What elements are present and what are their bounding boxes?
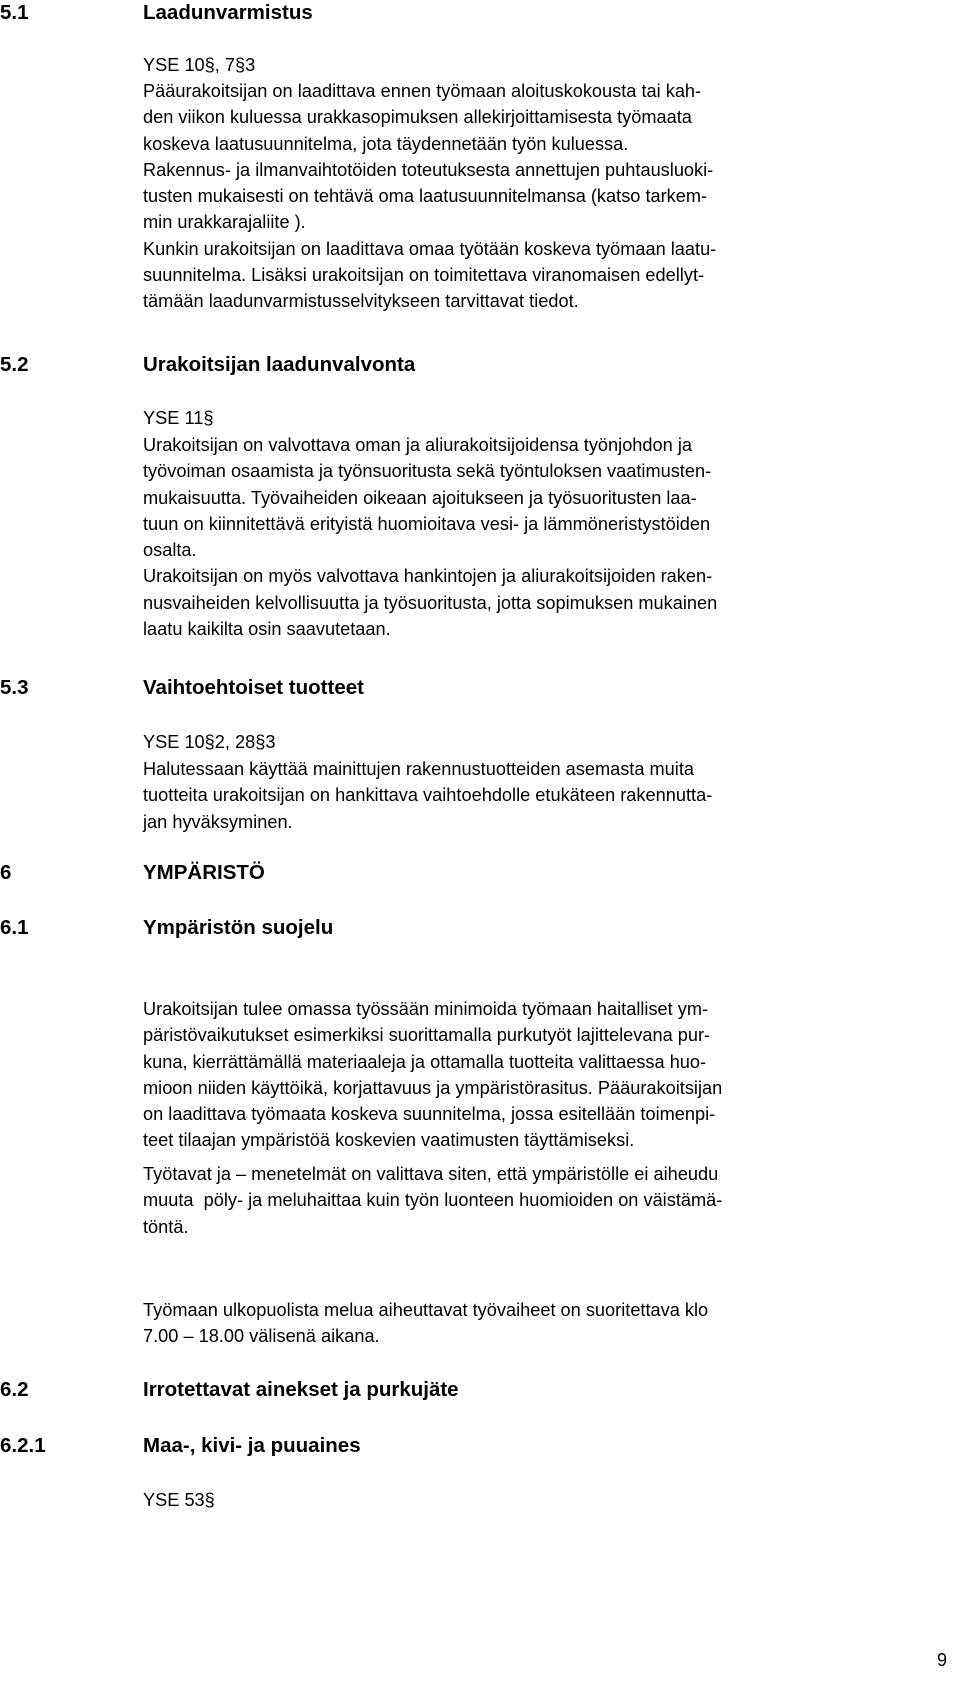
section-title: Ympäristön suojelu — [143, 916, 334, 939]
section-number: 5.1 — [0, 1, 29, 24]
section-title: Maa-, kivi- ja puuaines — [143, 1434, 361, 1457]
section-paragraph-1: Urakoitsijan tulee omassa työssään minimoida työmaan haitalliset ym- päristövaikutukset esimerkiksi suorittamalla purkutyöt lajittelevana pur- kuna, kierrättämällä materiaaleja ja ottamalla tuotteita valittaessa huo- mioon niiden käyttöikä, korjattavuus ja ympäristörasitus. Pääurakoitsijan on laadittava työmaata koskeva suunnitelma, jossa esitellään toimenpi- teet tilaajan ympäristöä koskevien vaatimusten täyttämiseksi. — [143, 999, 723, 1151]
chapter-number: 6 — [0, 861, 12, 884]
section-number: 6.2.1 — [0, 1434, 46, 1457]
section-title: Laadunvarmistus — [143, 1, 313, 24]
section-reference: YSE 11§ — [143, 408, 214, 428]
chapter-title: YMPÄRISTÖ — [143, 861, 265, 884]
section-title: Urakoitsijan laadunvalvonta — [143, 353, 416, 376]
section-number: 5.2 — [0, 353, 29, 376]
section-reference: YSE 10§, 7§3 — [143, 55, 256, 75]
section-title: Irrotettavat ainekset ja purkujäte — [143, 1378, 459, 1401]
page-number: 9 — [936, 1650, 947, 1670]
section-body: Halutessaan käyttää mainittujen rakennustuotteiden asemasta muita tuotteita urakoitsijan on hankittava vaihtoehdolle etukäteen rakennutta- jan hyväksyminen. — [143, 759, 713, 832]
section-paragraph-2: Työtavat ja – menetelmät on valittava siten, että ympäristölle ei aiheudu muuta pöly- ja meluhaittaa kuin työn luonteen huomioiden on väistämä- töntä. — [143, 1164, 723, 1237]
section-reference: YSE 53§ — [143, 1490, 215, 1510]
section-number: 6.1 — [0, 916, 29, 939]
section-body: Urakoitsijan on valvottava oman ja aliurakoitsijoidensa työnjohdon ja työvoiman osaamista ja työnsuoritusta sekä työntuloksen vaatimusten- mukaisuutta. Työvaiheiden oikeaan ajoitukseen ja työsuoritusten laa- tuun on kiinnitettävä erityistä huomioitava vesi- ja lämmöneristystöiden osalta. Urakoitsijan on myös valvottava hankintojen ja aliurakoitsijoiden raken- nusvaiheiden kelvollisuutta ja työsuoritusta, jotta sopimuksen mukainen laatu kaikilta osin saavutetaan. — [143, 435, 718, 640]
section-number: 6.2 — [0, 1378, 29, 1401]
section-title: Vaihtoehtoiset tuotteet — [143, 676, 364, 699]
section-paragraph-3: Työmaan ulkopuolista melua aiheuttavat työvaiheet on suoritettava klo 7.00 – 18.00 välisenä aikana. — [143, 1300, 709, 1347]
section-reference: YSE 10§2, 28§3 — [143, 732, 276, 752]
section-number: 5.3 — [0, 676, 29, 699]
section-body: Pääurakoitsijan on laadittava ennen työmaan aloituskokousta tai kah- den viikon kuluessa urakkasopimuksen allekirjoittamisesta työmaata koskeva laatusuunnitelma, jota täydennetään työn kuluessa. Rakennus- ja ilmanvaihtotöiden toteutuksesta annettujen puhtausluoki- tusten mukaisesti on tehtävä oma laatusuunnitelmansa (katso tarkem- min urakkarajaliite ). Kunkin urakoitsijan on laadittava omaa työtään koskeva työmaan laatu- suunnitelma. Lisäksi urakoitsijan on toimitettava viranomaisen edellyt- tämään laadunvarmistusselvitykseen tarvittavat tiedot. — [143, 81, 717, 312]
